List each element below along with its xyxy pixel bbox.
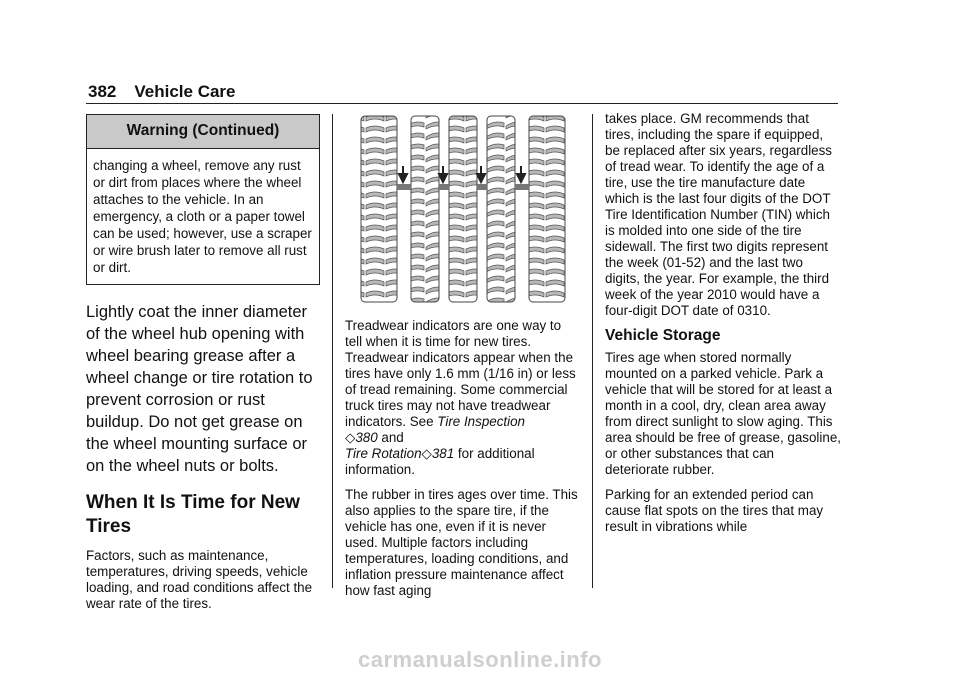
tire-inspection-link[interactable]: Tire Inspection — [437, 414, 526, 429]
warning-title: Warning (Continued) — [87, 115, 319, 149]
column-divider-1 — [332, 114, 333, 588]
tire-age-text: takes place. GM recommends that tires, including the spare if equipped, be replaced after six years, regardless of tread wear. To identify the age of a tire, use the tire manufacture date which is the last four digits of the DOT Tire Identification Number (TIN) which is molded into one side of the tire sidewall. The first two digits represent the week (01-52) and the last two digits, the year. For example, the third week of the year 2010 would have a four-digit DOT date of 0310. — [605, 111, 833, 318]
column-1 — [86, 114, 322, 612]
section-title: Vehicle Care — [134, 82, 236, 101]
page-header — [88, 82, 236, 102]
column-2 — [345, 114, 581, 599]
page-number: 382 — [88, 82, 117, 101]
wear-factors-text: Factors, such as maintenance, temperatures, driving speeds, vehicle loading, and road conditions affect the wear rate of the tires. — [86, 548, 313, 611]
tire-inspection-page[interactable]: 380 — [355, 430, 378, 445]
watermark: carmanualsonline.info — [358, 647, 602, 672]
xref-icon: ◇ — [421, 446, 432, 461]
flat-spots-text: Parking for an extended period can cause flat spots on the tires that may result in vibrations while — [605, 487, 824, 534]
storage-text: Tires age when stored normally mounted on a parked vehicle. Park a vehicle that will be stored for at least a month in a cool, dry, clean area away from direct sunlight to slow aging. This area should be free of grease, gasoline, or other substances that can deteriorate rubber. — [605, 350, 841, 477]
hub-grease-text: Lightly coat the inner diameter of the wheel hub opening with wheel bearing grease after a wheel change or tire rotation to prevent corrosion or rust buildup. Do not get grease on the wheel mounting surface or on the wheel nuts or bolts. — [86, 303, 313, 475]
treadwear-text: Treadwear indicators are one way to tell when it is time for new tires. Treadwear indicators appear when the tires have only 1.6 mm (1/16 in) or less of tread remaining. Some commercial truck tires may not have treadwear indicators. See Tire Inspection ◇380 and Tire Rotation◇381 for additional information. — [345, 318, 576, 477]
section-heading-new-tires: When It Is Time for New Tires — [86, 492, 300, 537]
treadwear-indicator-illustration — [345, 114, 577, 304]
section-heading-vehicle-storage: Vehicle Storage — [605, 327, 721, 344]
rubber-aging-text: The rubber in tires ages over time. This also applies to the spare tire, if the vehicle has one, even if it is never used. Multiple factors including temperatures, loading conditions, and inflation pressure maintenance affect how fast aging — [345, 487, 578, 598]
warning-box — [86, 114, 320, 285]
warning-body: changing a wheel, remove any rust or dirt from places where the wheel attaches to the vehicle. In an emergency, a cloth or a paper towel can be used; however, use a scraper or wire brush later to remove all rust or dirt. — [93, 158, 312, 275]
tire-rotation-page[interactable]: 381 — [431, 446, 455, 461]
tread-ribs — [361, 116, 565, 302]
column-divider-2 — [592, 114, 593, 588]
tire-rotation-link[interactable]: Tire Rotation — [345, 446, 422, 461]
xref-icon: ◇ — [345, 430, 356, 445]
column-3 — [605, 102, 841, 535]
